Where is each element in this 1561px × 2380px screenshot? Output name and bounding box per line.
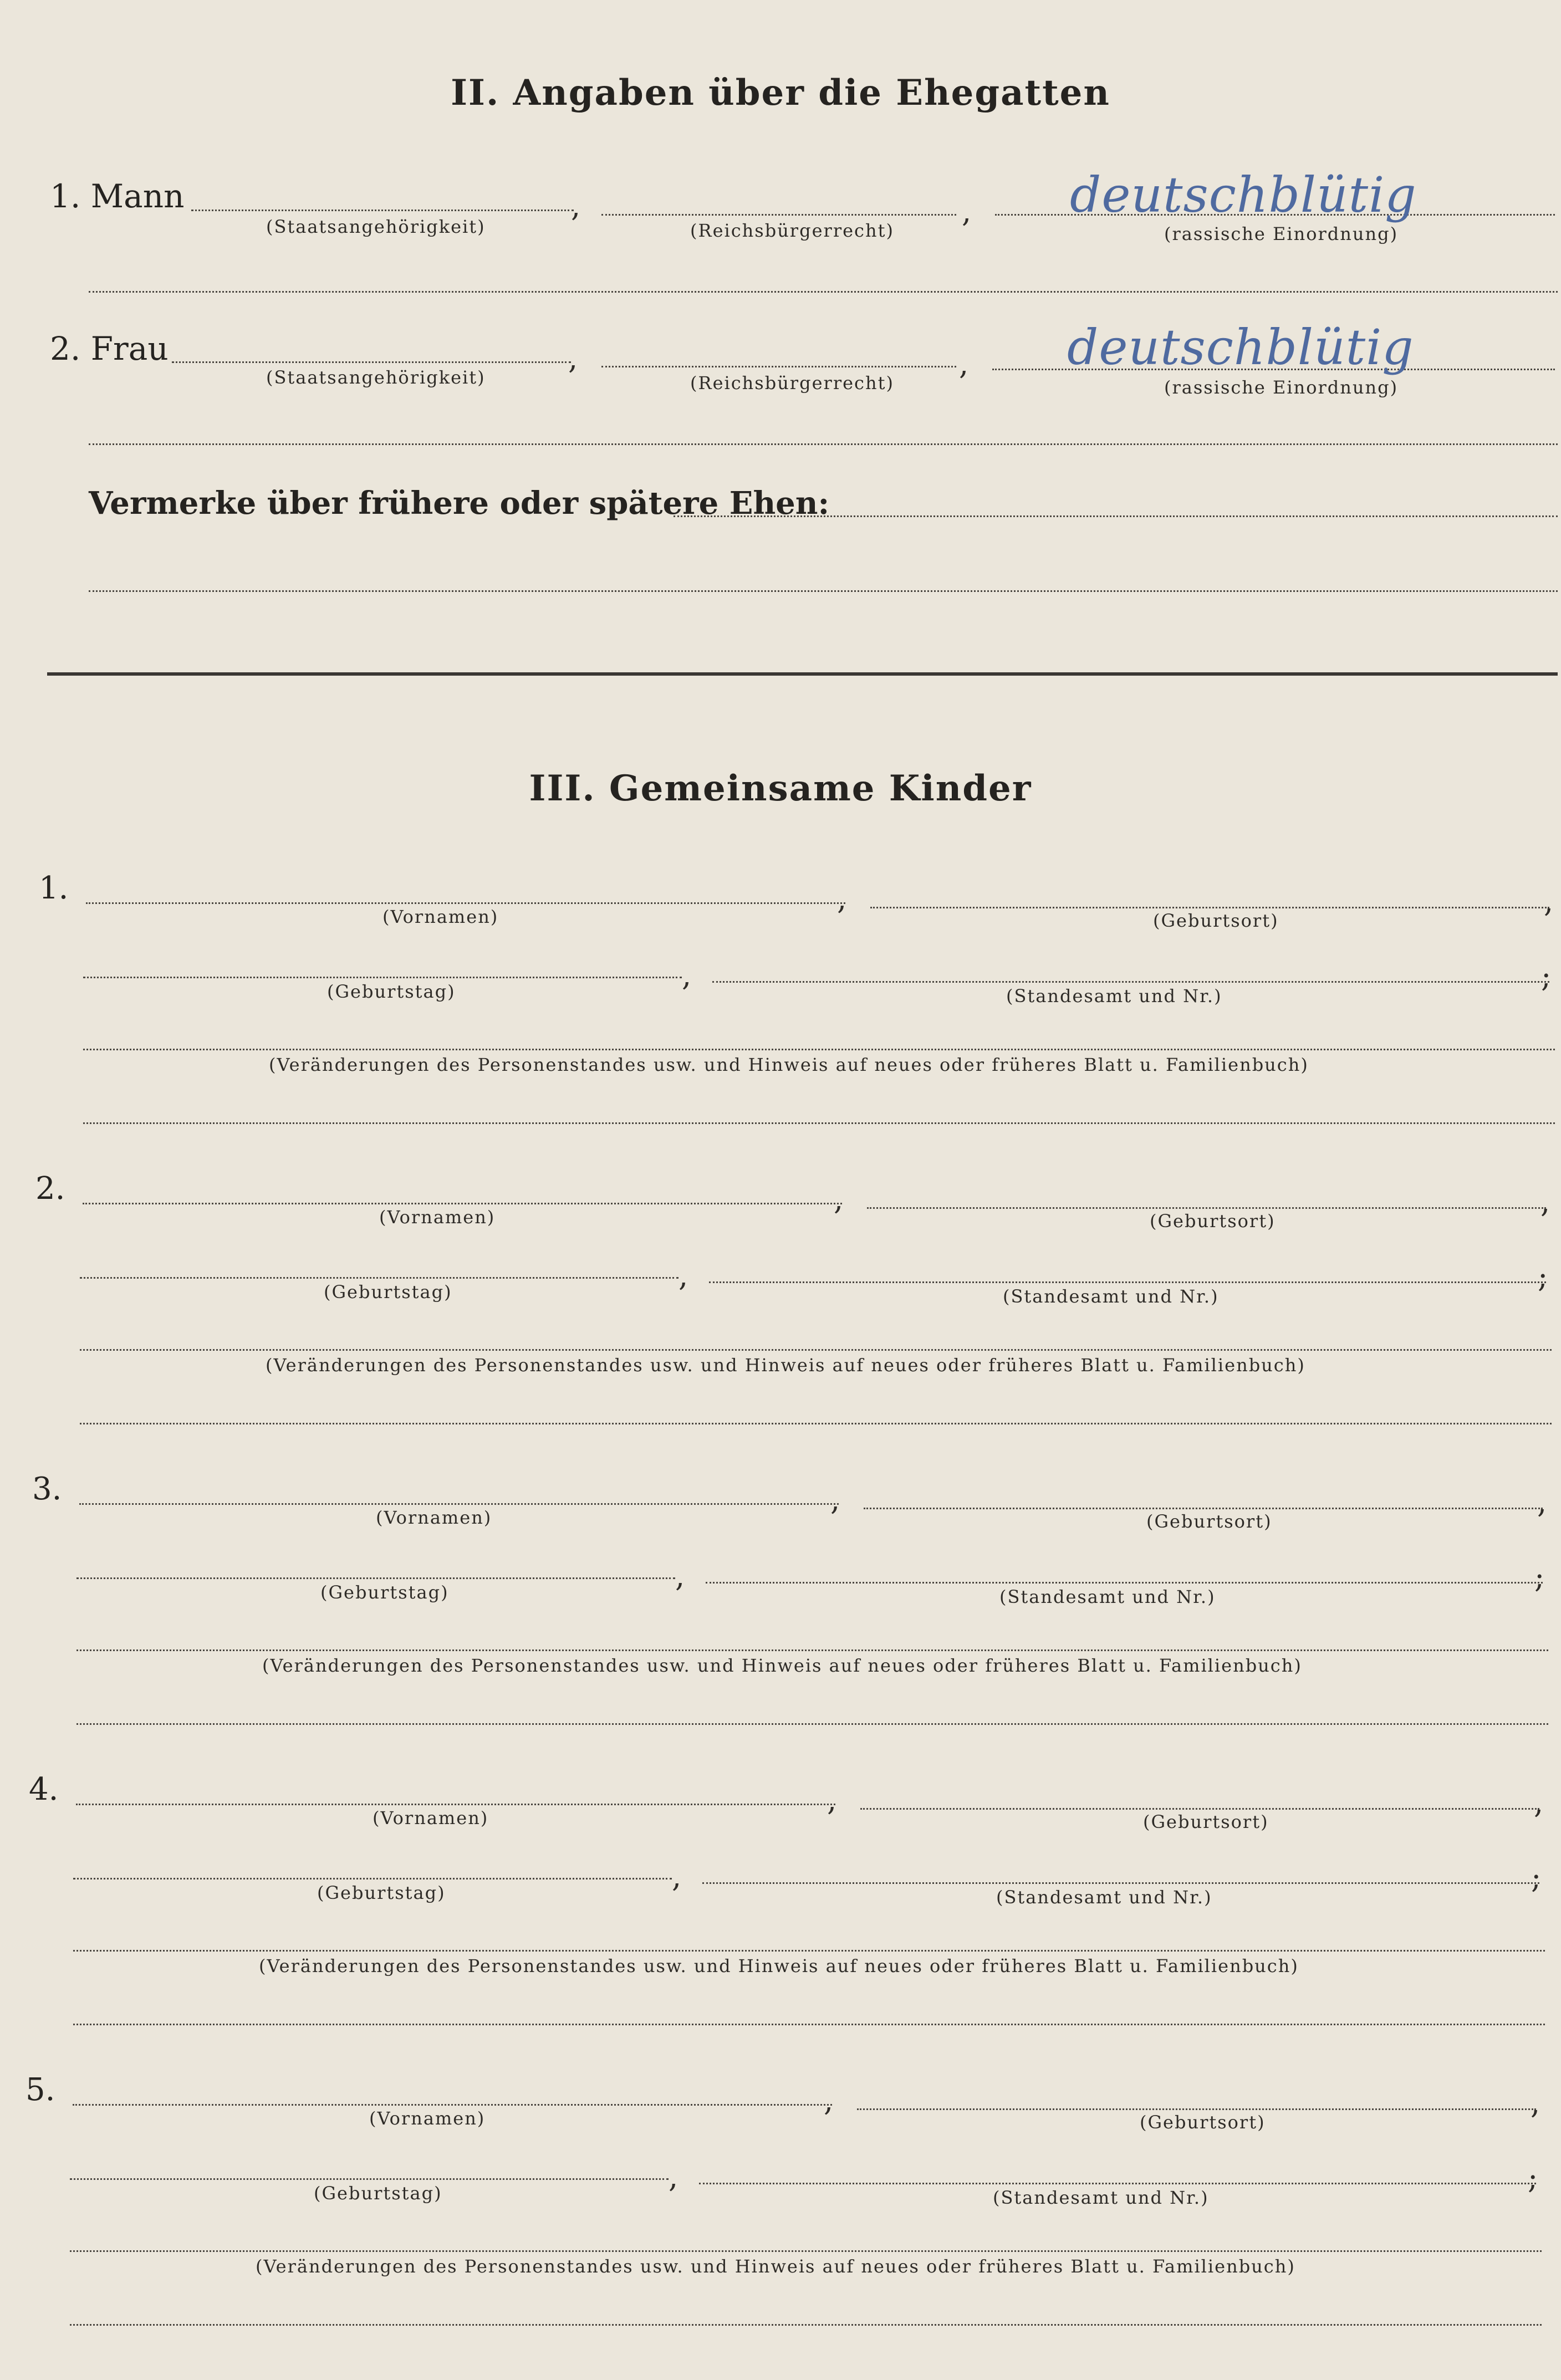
- child-changes-field[interactable]: [70, 2250, 1542, 2252]
- child-number: 2.: [35, 1171, 65, 1207]
- child-caption-birthday: (Geburtstag): [314, 2183, 442, 2204]
- remarks-field[interactable]: [674, 515, 1558, 517]
- child-caption-birthday: (Geburtstag): [320, 1582, 449, 1603]
- child-caption-birthplace: (Geburtsort): [1140, 2112, 1266, 2133]
- section-divider: [47, 672, 1558, 676]
- child-caption-changes: (Veränderungen des Personenstandes usw. und Hinweis auf neues oder früheres Blatt u. Familienbuch): [269, 1054, 1309, 1075]
- child-first-names-field[interactable]: [86, 902, 845, 904]
- child-changes-extra-line[interactable]: [73, 2024, 1545, 2025]
- child-registry-field[interactable]: [712, 981, 1549, 983]
- child-caption-birthplace: (Geburtsort): [1143, 1811, 1269, 1832]
- child-changes-extra-line[interactable]: [83, 1122, 1555, 1124]
- child-caption-first-names: (Vornamen): [373, 1807, 489, 1829]
- child-birthday-field[interactable]: [76, 1577, 675, 1579]
- child-registry-field[interactable]: [706, 1582, 1543, 1584]
- form-page: II. Angaben über die Ehegatten 1. Mann , , deutschblütig (Staatsangehörigkeit) (Reichsbürgerrecht) (rassische Einordnung) 2. Frau , , deutschblütig (Staatsangehörigkeit) (Reichsbürgerrecht) (rassische Einordnung) Vermerke über frühere oder spätere Ehen: III. Gemeinsame Kinder 1. , , (Vornamen) (Geburtsort) , ; (Geburtstag) (Standesamt und Nr.) (Veränderungen des Personenstandes usw. und Hinweis auf neues oder früheres Blatt u. Familienbuch) 2. , , (Vornamen) (Geburtsort) , ; (Geburtstag) (Standesamt und Nr.) (Veränderungen des Personenstandes usw. und Hinweis auf neues oder früheres Blatt u. Familienbuch) 3. , , (Vornamen) (Geburtsort) , ; (Geburtstag) (Standesamt und Nr.) (Veränderungen des Personenstandes usw. und Hinweis auf neues oder früheres Blatt u. Familienbuch) 4. , , (Vornamen) (Geburtsort) , ; (Geburtstag) (Standesamt und Nr.) (Veränderungen des Personenstandes usw. und Hinweis auf neues oder früheres Blatt u. Familienbuch) 5. , , (Vornamen) (Geburtsort) , ; (Geburtstag) (Standesamt und Nr.) (Veränderungen des Personenstandes usw. und Hinweis auf neues oder früheres Blatt u. Familienbuch): [0, 0, 1561, 2380]
- child-caption-registry: (Standesamt und Nr.): [993, 2187, 1209, 2208]
- child-caption-first-names: (Vornamen): [379, 1207, 496, 1228]
- woman-caption-racial: (rassische Einordnung): [1164, 377, 1399, 398]
- child-changes-field[interactable]: [83, 1049, 1555, 1050]
- child-changes-extra-line[interactable]: [76, 1723, 1548, 1725]
- child-registry-field[interactable]: [699, 2183, 1536, 2184]
- section-ii-title: II. Angaben über die Ehegatten: [451, 72, 1110, 114]
- woman-label: 2. Frau: [50, 330, 169, 367]
- child-registry-field[interactable]: [702, 1882, 1539, 1884]
- child-caption-changes: (Veränderungen des Personenstandes usw. und Hinweis auf neues oder früheres Blatt u. Familienbuch): [262, 1655, 1302, 1676]
- child-birthday-field[interactable]: [83, 977, 682, 978]
- man-citizenship-field[interactable]: [191, 210, 574, 211]
- man-reich-field[interactable]: [601, 214, 956, 216]
- child-birthday-field[interactable]: [80, 1277, 679, 1279]
- child-caption-changes: (Veränderungen des Personenstandes usw. und Hinweis auf neues oder früheres Blatt u. Familienbuch): [259, 1955, 1299, 1976]
- child-caption-birthday: (Geburtstag): [327, 981, 456, 1002]
- child-changes-field[interactable]: [80, 1349, 1552, 1351]
- man-caption-citizenship: (Staatsangehörigkeit): [266, 216, 486, 237]
- child-caption-birthday: (Geburtstag): [317, 1882, 446, 1903]
- child-birthday-field[interactable]: [70, 2178, 669, 2180]
- man-caption-racial: (rassische Einordnung): [1164, 223, 1399, 244]
- woman-extra-line[interactable]: [89, 443, 1558, 445]
- child-caption-changes: (Veränderungen des Personenstandes usw. und Hinweis auf neues oder früheres Blatt u. Familienbuch): [266, 1355, 1305, 1376]
- child-caption-first-names: (Vornamen): [382, 906, 499, 927]
- child-first-names-field[interactable]: [73, 2104, 832, 2106]
- man-caption-reich: (Reichsbürgerrecht): [690, 220, 894, 241]
- child-changes-extra-line[interactable]: [70, 2324, 1542, 2326]
- child-caption-registry: (Standesamt und Nr.): [996, 1887, 1212, 1908]
- woman-racial-handwriting: deutschblütig: [1067, 319, 1414, 376]
- child-caption-birthday: (Geburtstag): [324, 1281, 452, 1303]
- child-caption-birthplace: (Geburtsort): [1146, 1511, 1272, 1532]
- section-iii-title: III. Gemeinsame Kinder: [529, 768, 1032, 809]
- child-birthplace-field[interactable]: [870, 907, 1549, 908]
- child-changes-field[interactable]: [73, 1950, 1545, 1952]
- child-caption-birthplace: (Geburtsort): [1150, 1211, 1276, 1232]
- child-caption-registry: (Standesamt und Nr.): [1006, 985, 1222, 1007]
- child-changes-extra-line[interactable]: [80, 1423, 1552, 1424]
- woman-citizenship-field[interactable]: [172, 361, 571, 363]
- man-label: 1. Mann: [50, 177, 185, 215]
- remarks-extra-line[interactable]: [89, 590, 1558, 592]
- child-birthplace-field[interactable]: [857, 2108, 1536, 2110]
- woman-caption-reich: (Reichsbürgerrecht): [690, 372, 894, 394]
- child-caption-first-names: (Vornamen): [376, 1507, 492, 1528]
- child-birthplace-field[interactable]: [864, 1508, 1543, 1509]
- child-registry-field[interactable]: [709, 1281, 1546, 1283]
- child-number: 3.: [32, 1471, 62, 1507]
- child-birthplace-field[interactable]: [867, 1207, 1546, 1209]
- child-caption-first-names: (Vornamen): [369, 2108, 486, 2129]
- child-changes-field[interactable]: [76, 1649, 1548, 1651]
- child-first-names-field[interactable]: [79, 1503, 839, 1505]
- child-caption-changes: (Veränderungen des Personenstandes usw. und Hinweis auf neues oder früheres Blatt u. Familienbuch): [256, 2256, 1295, 2277]
- child-number: 5.: [25, 2072, 55, 2108]
- child-number: 4.: [29, 1771, 59, 1807]
- child-birthplace-field[interactable]: [860, 1808, 1539, 1810]
- child-first-names-field[interactable]: [76, 1804, 835, 1805]
- child-birthday-field[interactable]: [73, 1878, 672, 1880]
- remarks-label: Vermerke über frühere oder spätere Ehen:: [89, 485, 830, 522]
- child-first-names-field[interactable]: [83, 1203, 842, 1204]
- child-number: 1.: [39, 870, 69, 906]
- man-racial-handwriting: deutschblütig: [1070, 166, 1417, 223]
- woman-reich-field[interactable]: [601, 366, 956, 367]
- child-caption-registry: (Standesamt und Nr.): [1003, 1286, 1219, 1307]
- woman-caption-citizenship: (Staatsangehörigkeit): [266, 367, 486, 388]
- man-extra-line[interactable]: [89, 291, 1558, 293]
- child-caption-birthplace: (Geburtsort): [1153, 910, 1279, 931]
- child-caption-registry: (Standesamt und Nr.): [999, 1586, 1216, 1607]
